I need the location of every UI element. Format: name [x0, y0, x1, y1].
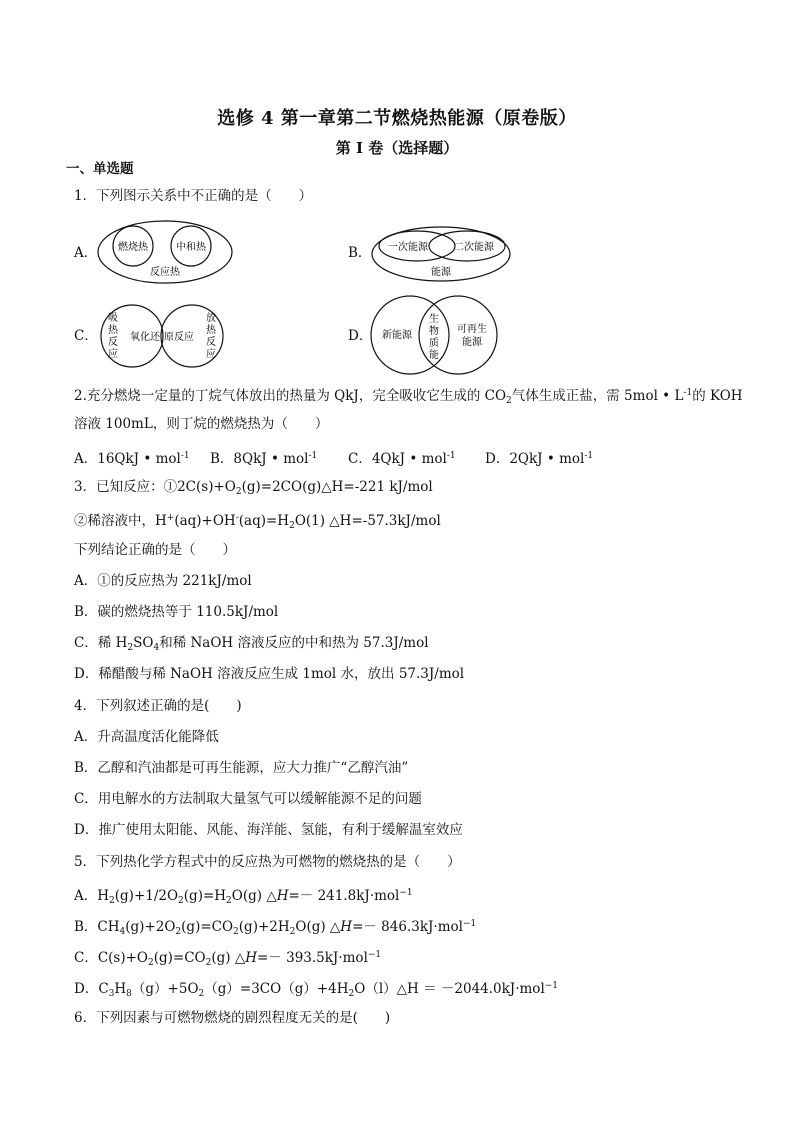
section-subtitle: 第 I 卷（选择题）: [335, 139, 459, 157]
q3-line-3: 下列结论正确的是（ ）: [74, 542, 236, 558]
diag-c-left-char-4: 应: [108, 349, 118, 360]
q1-option-a-label: A．: [74, 245, 98, 261]
q2-line-1: 2.充分燃烧一定量的丁烷气体放出的热量为 QkJ，完全吸收它生成的 $CO_2$气体生成正盐，需 5mol • $L^{-1}$的 KOH: [74, 388, 743, 406]
diag-d-right2-label: 能源: [462, 337, 482, 348]
q2-option-d: D．2QkJ • mol$^{-1}$: [485, 451, 594, 467]
q4-option-a: A．升高温度活化能降低: [74, 729, 219, 745]
q3-option-c: C．稀 $H_2SO_4$和稀 NaOH 溶液反应的中和热为 57.3J/mol: [74, 635, 429, 653]
q1-option-c-label: C．: [74, 328, 98, 344]
q1-stem: 1．下列图示关系中不正确的是（ ）: [74, 188, 313, 204]
diag-d-mid-char-3: 质: [429, 338, 439, 349]
q4-option-c: C．用电解水的方法制取大量氢气可以缓解能源不足的问题: [74, 791, 422, 807]
q1-diagram-a: [96, 219, 234, 285]
q2-option-b: B．8QkJ • mol$^{-1}$: [210, 451, 318, 467]
q3-line-1: 3．已知反应：$①2C(s)+O_2(g)=2CO(g)\triangle H=-221$ kJ/mol: [74, 479, 433, 497]
diag-c-mid1-label: 氧化还: [130, 332, 160, 343]
q2-option-a: A．16QkJ • mol$^{-1}$: [74, 451, 190, 467]
diag-c-left-char-3: 反: [108, 337, 118, 348]
diag-b-right-label: 二次能源: [454, 242, 494, 253]
q6-stem: 6．下列因素与可燃物燃烧的剧烈程度无关的是( ): [74, 1010, 391, 1026]
section-heading: 一、单选题: [66, 161, 134, 177]
diag-c-right-char-2: 热: [206, 325, 216, 336]
q3-option-a: A．①的反应热为 221kJ/mol: [74, 573, 252, 589]
diag-d-left-label: 新能源: [382, 330, 412, 341]
diag-c-mid2-label: 原反应: [164, 332, 194, 343]
diag-d-mid-char-2: 物: [429, 326, 439, 337]
q5-option-d: D．$C_3H_8(g)+5O_2(g)=3CO(g)+4H_2O(l)\triangle H = -2044.0kJ\cdot mol^{-1}$: [74, 981, 559, 999]
diag-d-mid-char-4: 能: [429, 350, 439, 361]
diag-a-outer-label: 反应热: [150, 267, 180, 278]
diag-d-mid-char-1: 生: [429, 314, 439, 325]
q1-option-b-label: B．: [348, 245, 372, 261]
q5-option-c: C．$C(s)+O_2(g)=CO_2(g)$ △H=－ 393.5kJ·mol$^{-1}$: [74, 950, 382, 968]
diag-b-outer-label: 能源: [431, 267, 451, 278]
q1-diagram-b: [370, 225, 512, 283]
q3-option-b: B．碳的燃烧热等于 110.5kJ/mol: [74, 604, 279, 620]
diag-b-left-label: 一次能源: [388, 242, 428, 253]
diag-c-left-char-2: 热: [108, 325, 118, 336]
q5-stem: 5．下列热化学方程式中的反应热为可燃物的燃烧热的是（ ）: [74, 854, 461, 870]
diag-a-inner2-label: 中和热: [176, 242, 206, 253]
diag-d-right1-label: 可再生: [457, 324, 487, 335]
q4-option-b: B．乙醇和汽油都是可再生能源，应大力推广“乙醇汽油”: [74, 760, 409, 776]
q5-option-b: B．$CH_4(g)+2O_2(g)=CO_2(g)+2H_2O(g)$ △H=－ 846.3kJ·mol$^{-1}$: [74, 919, 477, 937]
q3-line-2: ②稀溶液中，$H^+(aq)+OH^-(aq)=H_2O(1)$ △H=-57.3kJ/mol: [74, 513, 441, 531]
diag-a-inner1-label: 燃烧热: [118, 242, 148, 253]
q1-diagram-d: [368, 294, 500, 376]
diag-c-right-char-1: 放: [206, 313, 216, 324]
diag-c-right-char-3: 反: [206, 337, 216, 348]
diag-c-left-char-1: 吸: [108, 313, 118, 324]
q2-option-c: C．4QkJ • mol$^{-1}$: [348, 451, 456, 467]
q2-line-2: 溶液 100mL，则丁烷的燃烧热为（ ）: [74, 416, 329, 432]
q4-option-d: D．推广使用太阳能、风能、海洋能、氢能，有利于缓解温室效应: [74, 822, 463, 838]
diag-c-right-char-4: 应: [206, 349, 216, 360]
q4-stem: 4．下列叙述正确的是( ): [74, 698, 242, 714]
q3-option-d: D．稀醋酸与稀 NaOH 溶液反应生成 1mol 水，放出 57.3J/mol: [74, 666, 465, 682]
document-title: 选修 4 第一章第二节燃烧热能源（原卷版）: [217, 108, 577, 129]
q1-diagram-c: [96, 303, 228, 369]
q5-option-a: A．$H_2(g)+1/2O_2(g)=H_2O(g)$ △H=－ 241.8kJ·mol$^{-1}$: [74, 888, 413, 906]
q1-option-d-label: D．: [348, 328, 373, 344]
